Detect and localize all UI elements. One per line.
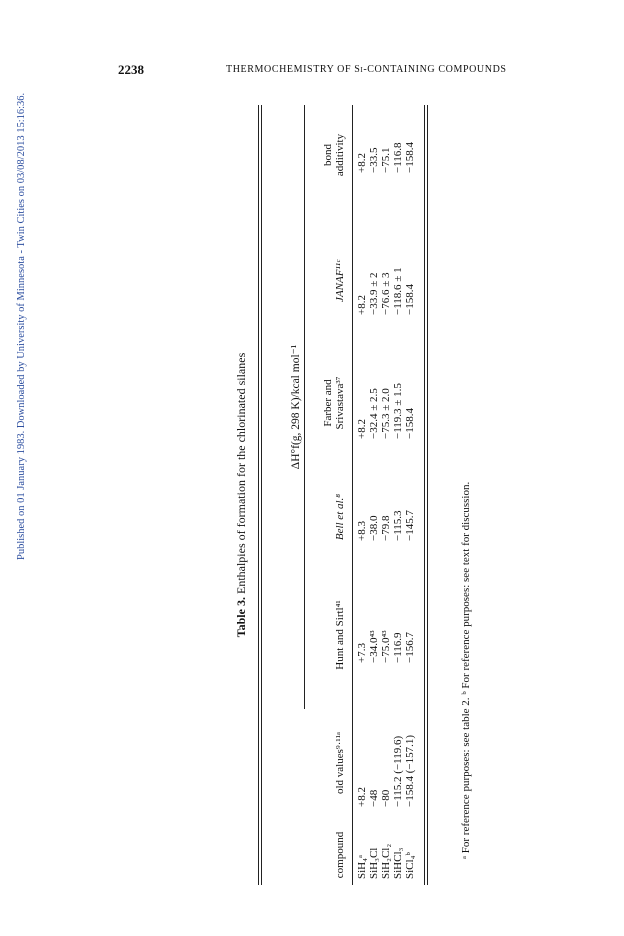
cell-compound: SiH₄ᵃ	[356, 855, 368, 879]
cell-janaf: −118.6 ± 1	[392, 267, 404, 315]
col-header-janaf: JANAF¹¹ᶜ	[334, 260, 346, 302]
col-header-bond-1: bond	[322, 144, 334, 166]
col-header-compound: compound	[334, 831, 346, 879]
cell-bell: −79.8	[380, 515, 392, 541]
cell-compound: SiH₂Cl₂	[380, 843, 392, 879]
cell-hunt: −34.0⁴³	[368, 630, 380, 663]
col-header-farber-2: Srivastava³⁷	[334, 376, 346, 430]
cell-bell: −38.0	[368, 515, 380, 541]
cell-old: +8.2	[356, 787, 368, 807]
download-notice	[12, 0, 34, 936]
cell-old: −80	[380, 789, 392, 807]
col-header-old-values: old values⁹·¹¹ᵃ	[334, 732, 346, 795]
cell-farber: +8.2	[356, 419, 368, 439]
cell-bond: +8.2	[356, 153, 368, 173]
table-title: Enthalpies of formation for the chlorinated silanes	[234, 352, 248, 595]
bottom-rule-double	[427, 105, 428, 885]
cell-janaf: +8.2	[356, 295, 368, 315]
cell-hunt: +7.3	[356, 643, 368, 663]
cell-bell: −115.3	[392, 510, 404, 541]
download-notice-text: Published on 01 January 1983. Downloaded by University of Minnesota - Twin Cities on 03/08/2013 15:16:36.	[16, 92, 27, 560]
cell-farber: −119.3 ± 1.5	[392, 383, 404, 439]
cell-farber: −158.4	[404, 408, 416, 439]
cell-janaf: −158.4	[404, 284, 416, 315]
cell-janaf: −76.6 ± 3	[380, 272, 392, 315]
group-header: ΔH°f(g, 298 K)/kcal mol⁻¹	[290, 344, 302, 470]
cell-old: −115.2 (−119.6)	[392, 735, 404, 807]
bottom-rule	[424, 105, 425, 885]
col-header-bond-2: additivity	[334, 133, 346, 177]
cell-bond: −158.4	[404, 142, 416, 173]
header-rule	[352, 105, 353, 885]
cell-old: −158.4 (−157.1)	[404, 735, 416, 807]
col-header-farber-1: Farber and	[322, 379, 334, 427]
col-header-hunt: Hunt and Sirtl⁴¹	[334, 600, 346, 670]
cell-compound: SiCl₄ᵇ	[404, 852, 416, 879]
cell-bell: +8.3	[356, 521, 368, 541]
cell-hunt: −116.9	[392, 632, 404, 663]
cell-hunt: −75.0⁴³	[380, 630, 392, 663]
cell-janaf: −33.9 ± 2	[368, 272, 380, 315]
page-number: 2238	[118, 62, 144, 77]
cell-farber: −75.3 ± 2.0	[380, 388, 392, 439]
col-header-bell: Bell et al.⁸	[334, 493, 346, 541]
cell-bell: −145.7	[404, 510, 416, 541]
cell-bond: −33.5	[368, 147, 380, 173]
group-span-rule	[304, 105, 305, 709]
cell-old: −48	[368, 789, 380, 807]
table-footnote: ᵃ For reference purposes: see table 2. ᵇ For reference purposes: see text for discussion.	[460, 481, 472, 859]
cell-farber: −32.4 ± 2.5	[368, 388, 380, 439]
rotated-table	[234, 105, 482, 885]
cell-compound: SiH₃Cl	[368, 847, 380, 879]
table-label: Table 3.	[234, 597, 248, 638]
top-rule-double	[261, 105, 262, 885]
cell-compound: SiHCl₃	[392, 847, 404, 879]
cell-hunt: −156.7	[404, 632, 416, 663]
running-head: THERMOCHEMISTRY OF Si-CONTAINING COMPOUNDS	[226, 64, 507, 75]
top-rule	[258, 105, 259, 885]
table-caption	[234, 105, 249, 885]
cell-bond: −75.1	[380, 147, 392, 173]
cell-bond: −116.8	[392, 142, 404, 173]
